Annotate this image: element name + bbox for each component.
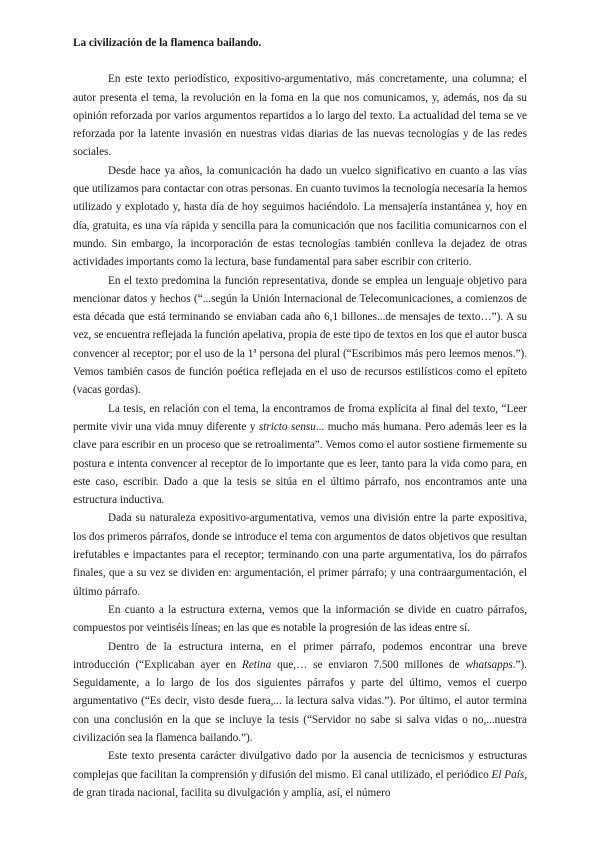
italic-text: Retina	[242, 658, 272, 671]
paragraph-text: En este texto periodístico, expositivo-argumentativo, más concretamente, una columna; el autor presenta el tema, la revolución en la foma en la que nos comunicamos, y, además, nos da su opinión reforzada por varios argumentos repartidos a lo largo del texto. La actualidad del tema se ve reforzada por la latente invasión en nuestras vidas diarias de las nuevas tecnologías y de las redes sociales.	[73, 73, 527, 159]
paragraph	[73, 747, 527, 802]
paragraph-text: Dada su naturaleza expositivo-argumentativa, vemos una división entre la parte expositiva, los dos primeros párrafos, donde se introduce el tema con argumentos de datos objetivos que resultan irefutables e impactantes para el receptor; terminando con una parte argumentativa, los do párrafos finales, que a su vez se dividen en: argumentación, el primer párrafo; y una contraargumentación, el último párrafo.	[73, 512, 527, 598]
paragraph	[73, 601, 527, 638]
paragraph	[73, 162, 527, 272]
paragraph-text: Dentro de la estructura interna, en el primer párrafo, podemos encontrar una breve introducción (“Explicaban ayer en	[73, 640, 527, 671]
document-title: La civilización de la flamenca bailando.	[73, 37, 262, 49]
paragraph-text: En cuanto a la estructura externa, vemos que la información se divide en cuatro párrafos, compuestos por veintiséis líneas; en las que es notable la progresión de las ideas entre sí.	[73, 603, 527, 635]
paragraph-text: que,… se enviaron 7.500 millones de	[271, 658, 466, 671]
paragraph-text: , de gran tirada nacional, facilita su divulgación y amplía, así, el número	[73, 768, 527, 799]
italic-text: stricto sensu	[258, 420, 316, 433]
paragraph-text: ... mucho más humana. Pero además leer es la clave para escribir en un proceso que se retroalimenta”. Vemos como el autor sostiene firmemente su postura e intenta convencer al receptor de lo importante que es leer, tanto para la vida como para, en este caso, escribir. Dado a que la tesis se sitúa en el último párrafo, nos encontramos ante una estructura inductiva.	[73, 420, 527, 507]
italic-text: El País	[491, 768, 525, 781]
paragraph-text: La tesis, en relación con el tema, la encontramos de froma explícita al final del texto, “Leer permite vivir una vida mnuy diferente y	[73, 402, 527, 433]
paragraph-text: .”). Seguidamente, a lo largo de los dos siguientes párrafos y parte del último, vemos el cuerpo argumentativo (“Es decir, visto desde fuera,... la lectura salva vidas.”). Por último, el autor termina con una conclusión en la que se incluye la tesis (“Servidor no sabe si salva vidas o no,...nuestra civilización sea la flamenca bailando.”).	[73, 658, 527, 744]
paragraph-list	[73, 70, 527, 802]
paragraph	[73, 509, 527, 600]
paragraph-text: En el texto predomina la función representativa, donde se emplea un lenguaje objetivo para mencionar datos y hechos (“...según la Unión Internacional de Telecomunicaciones, a comienzos de esta década que está terminando se enviaban cada año 6,1 billones...de mensajes de texto…”). A su vez, se encuentra reflejada la función apelativa, propia de este tipo de textos en los que el autor busca convencer al receptor; por el uso de la 1ª persona del plural (“Escribimos más pero leemos menos.”). Vemos también casos de función poética reflejada en el uso de recursos estilísticos como el epíteto (vacas gordas).	[73, 274, 527, 397]
document-body	[73, 34, 527, 802]
paragraph-text: Desde hace ya años, la comunicación ha dado un vuelco significativo en cuanto a las vías que utilizamos para contactar con otras personas. En cuanto tuvimos la tecnología necesaria la hemos utilizado y explotado y, hasta día de hoy seguimos haciéndolo. La mensajería instantánea y, hoy en día, gratuita, es una vía rápida y sencilla para la comunicación que nos facilitia comunicarnos con el mundo. Sin embargo, la incorporación de estas tecnologías también conlleva la dejadez de otras actividades importants como la lectura, base fundamental para saber escribir con criterio.	[73, 164, 527, 269]
paragraph-text: Este texto presenta carácter divulgativo dado por la ausencia de tecnicismos y estructuras complejas que facilitan la comprensión y difusión del mismo. El canal utilizado, el periódico	[73, 750, 527, 781]
paragraph	[73, 70, 527, 161]
paragraph	[73, 272, 527, 400]
paragraph	[73, 638, 527, 748]
italic-text: whatsapps	[465, 658, 513, 671]
paragraph	[73, 400, 527, 510]
